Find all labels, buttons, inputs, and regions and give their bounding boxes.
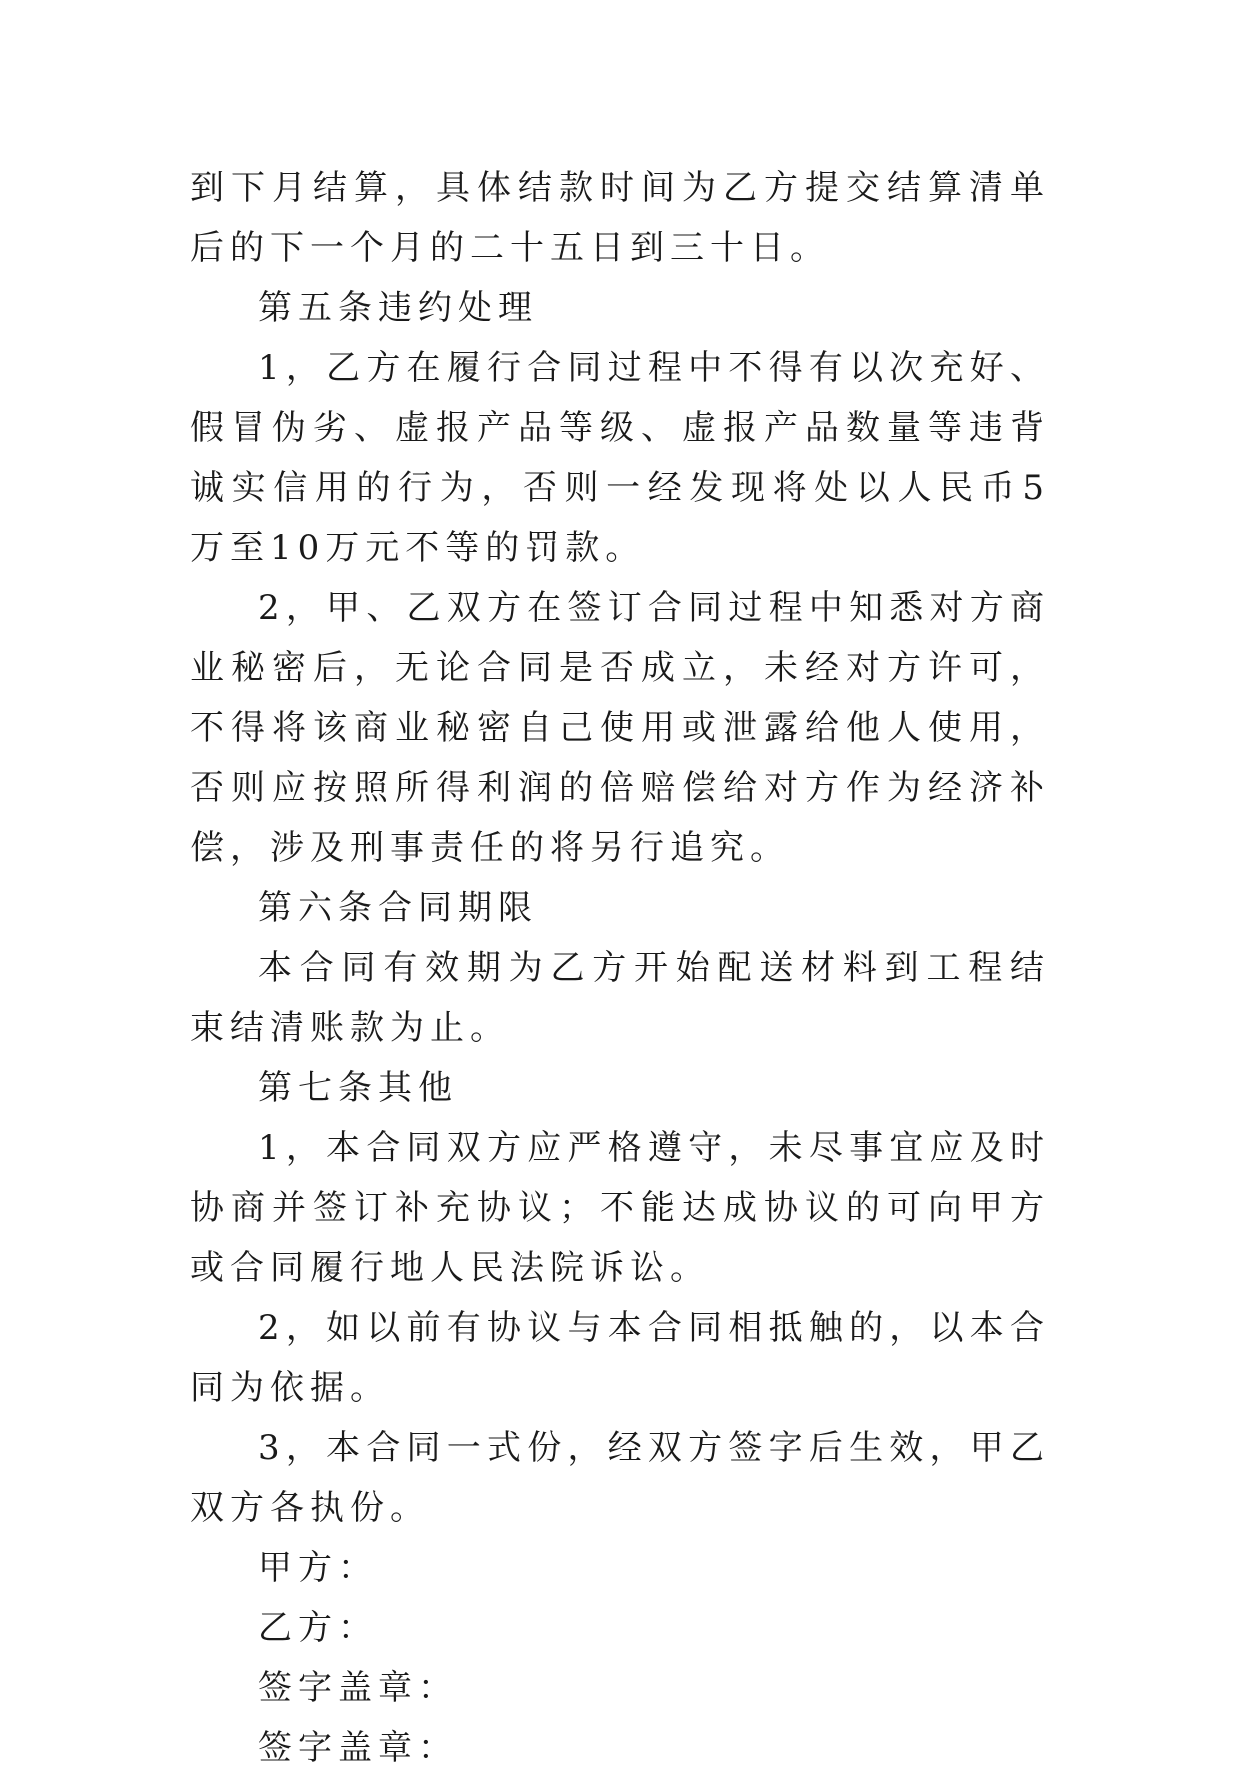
paragraph-article-7-item-1: 1，本合同双方应严格遵守，未尽事宜应及时协商并签订补充协议；不能达成协议的可向甲方或合同履行地人民法院诉讼。 [190,1128,1050,1288]
document-body [190,158,1050,1778]
signature-seal-label-a: 签字盖章： [258,1668,458,1708]
paragraph-settlement-continued: 到下月结算，具体结款时间为乙方提交结算清单后的下一个月的二十五日到三十日。 [190,168,1050,268]
heading-article-5-breach: 第五条违约处理 [258,288,538,328]
heading-article-6-term: 第六条合同期限 [258,888,538,928]
heading-article-7-other: 第七条其他 [258,1068,458,1108]
paragraph-article-5-item-2: 2，甲、乙双方在签订合同过程中知悉对方商业秘密后，无论合同是否成立，未经对方许可，不得将该商业秘密自己使用或泄露给他人使用，否则应按照所得利润的倍赔偿给对方作为经济补偿，涉及刑事责任的将另行追究。 [190,588,1050,868]
signature-seal-label-b: 签字盖章： [258,1728,458,1768]
signature-party-a-label: 甲方： [258,1548,378,1588]
paragraph-article-7-item-2: 2，如以前有协议与本合同相抵触的，以本合同为依据。 [190,1308,1050,1408]
paragraph-article-5-item-1: 1，乙方在履行合同过程中不得有以次充好、假冒伪劣、虚报产品等级、虚报产品数量等违背诚实信用的行为，否则一经发现将处以人民币5万至10万元不等的罚款。 [190,348,1050,568]
paragraph-article-7-item-3: 3，本合同一式份，经双方签字后生效，甲乙双方各执份。 [190,1428,1050,1528]
paragraph-article-6-validity: 本合同有效期为乙方开始配送材料到工程结束结清账款为止。 [190,948,1050,1048]
signature-party-b-label: 乙方： [258,1608,378,1648]
